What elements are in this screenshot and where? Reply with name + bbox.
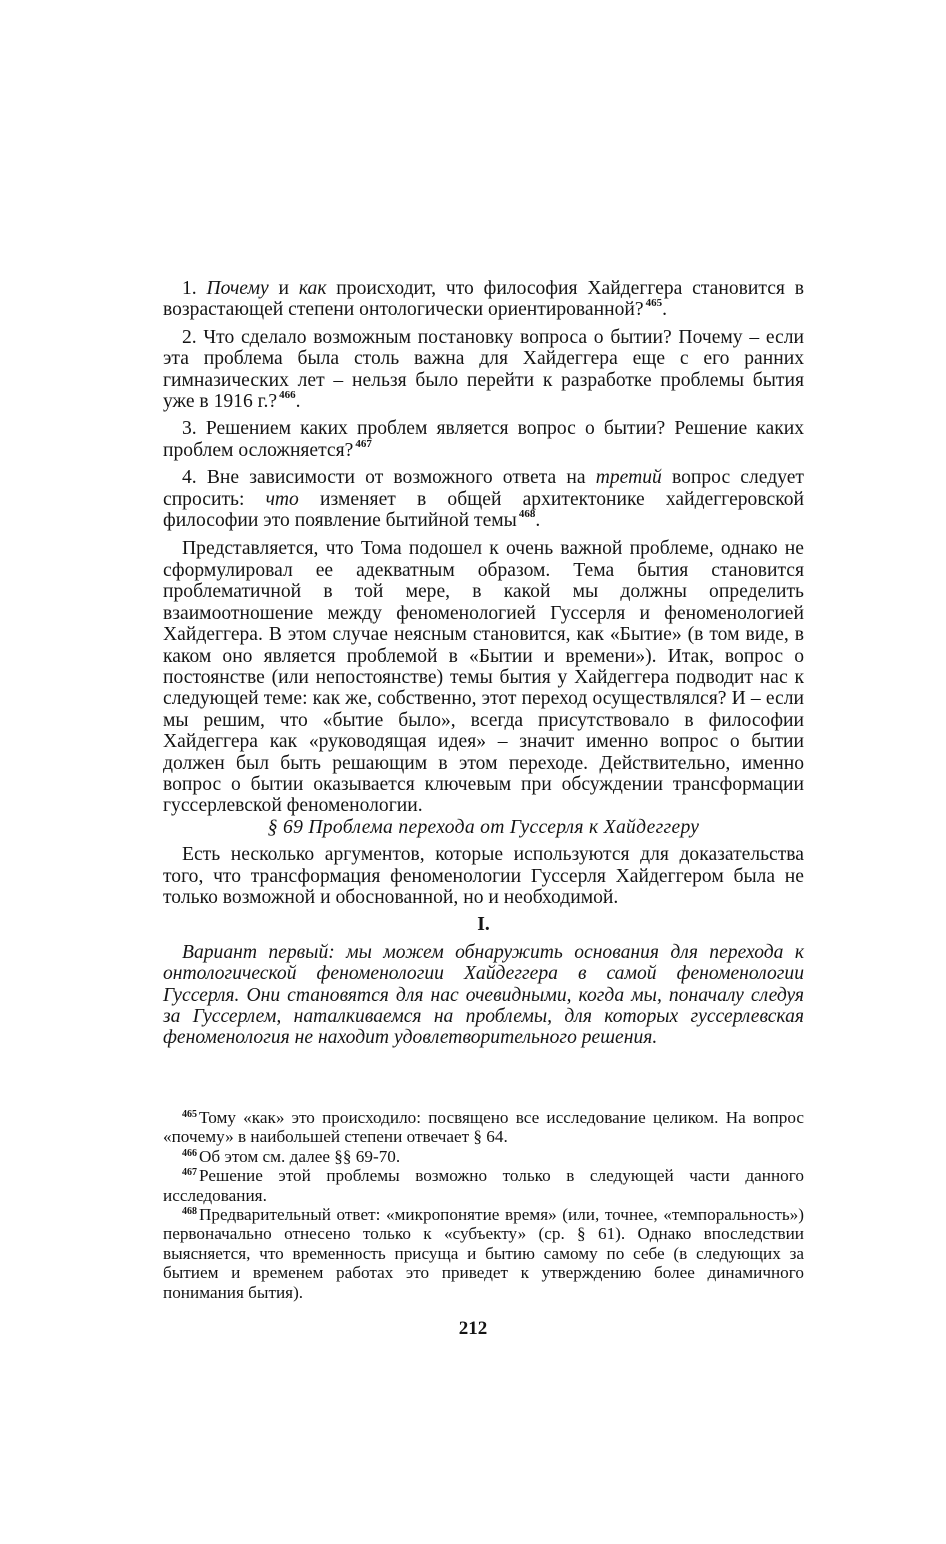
footnote-text: Решение этой проблемы возможно только в следующей части данного исследования. (163, 1166, 804, 1205)
section-paragraph: Есть несколько аргументов, которые используются для доказательства того, что трансформация феноменологии Гуссерля Хайдеггером была не только возможной и обоснованной, но и необходимой. (163, 844, 804, 908)
question-item (163, 278, 804, 321)
question-list (163, 278, 804, 817)
footnote-text: Об этом см. далее §§ 69-70. (199, 1146, 401, 1166)
footnote-text: Тому «как» это происходило: посвящено все исследование целиком. На вопрос «почему» в наибольшей степени отвечает § 64. (163, 1108, 804, 1147)
text-run: вопрос следует спросить: (163, 467, 804, 510)
page-number: 212 (458, 1318, 488, 1339)
text-run: . (535, 510, 541, 532)
text-run: Представляется, что Тома подошел к очень важной проблеме, однако не сформулировал ее адекватным образом. Тема бытия становится проблематичной в той мере, в какой мы должны определить взаимоотношение между феноменологией Гуссерля и феноменологией Хайдеггера. В этом случае неясным становится, как «Бытие» (в том виде, в каком оно является проблемой в «Бытии и времени»). Итак, вопрос о постоянстве (или непостоянстве) темы бытия у Хайдеггера подводит нас к следующей теме: как же, собственно, этот переход осуществлялся? И – если мы решим, что «бытие было», всегда присутствовало в философии Хайдеггера как «руководящая идея» – значит именно вопрос о бытии должен был быть решающим в этом переходе. Действительно, именно вопрос о бытии оказывается ключевым при обсуждении трансформации гуссерлевской феноменологии. (163, 538, 804, 817)
text-run: 3. Решением каких проблем является вопрос о бытии? Решение каких проблем осложняется? (163, 418, 804, 461)
text-run: . (295, 391, 301, 413)
footnote-number: 466 (182, 1147, 197, 1159)
footnote (163, 1147, 804, 1166)
question-item (163, 418, 804, 461)
question-item (163, 327, 804, 413)
footnote-number: 467 (182, 1167, 197, 1179)
emphasis-text: что (265, 488, 299, 510)
main-text (163, 278, 804, 1049)
body-paragraph (163, 538, 804, 816)
text-run: 2. Что сделало возможным постановку вопроса о бытии? Почему – если эта проблема была столь важна для Хайдеггера еще с его ранних гимназических лет – нельзя было перейти к разработке проблемы бытия уже в 1916 г.? (163, 326, 804, 413)
emphasis-text: Почему (206, 278, 269, 299)
italic-paragraph: Вариант первый: мы можем обнаружить основания для перехода к онтологической феноменологии Хайдеггера в самой феноменологии Гуссерля. Они становятся для нас очевидными, когда мы, поначалу следуя за Гуссерлем, наталкиваемся на проблемы, для которых гуссерлевская феноменология не находит удовлетворительного решения. (163, 941, 804, 1049)
footnote (163, 1205, 804, 1302)
footnote-text: Предварительный ответ: «микропонятие время» (или, точнее, «темпоральность») первоначально отнесено только к «субъекту» (ср. § 61). Однако впоследствии выясняется, что временность присуща и бытию самому по себе (в следующих за бытием и временем работах это приведет к утверждению более динамичного понимания бытия). (163, 1205, 804, 1302)
text-run: и (268, 278, 299, 299)
footnote-number: 468 (182, 1206, 197, 1218)
emphasis-text: как (298, 278, 327, 299)
question-item (163, 467, 804, 531)
footnotes (163, 1108, 804, 1302)
text-run: происходит, что философия Хайдеггера становится в возрастающей степени онтологически ориентированной? (163, 278, 804, 321)
section-heading: § 69 Проблема перехода от Гуссерля к Хайдеггеру (267, 816, 700, 838)
text-run: 4. Вне зависимости от возможного ответа на (182, 467, 596, 489)
text-run: . (662, 299, 667, 321)
footnote-marker[interactable]: 465 (645, 297, 663, 310)
text-run: 1. (182, 278, 207, 299)
footnote-marker[interactable]: 466 (279, 389, 296, 402)
emphasis-text: третий (595, 467, 662, 489)
roman-heading: I. (477, 914, 490, 936)
footnote-number: 465 (182, 1109, 197, 1120)
footnote (163, 1108, 804, 1147)
footnote-marker[interactable]: 467 (355, 437, 372, 450)
text-run: изменяет в общей архитектонике хайдеггеровской философии это появление бытийной темы (163, 488, 804, 532)
footnote (163, 1166, 804, 1205)
footnote-marker[interactable]: 468 (518, 508, 536, 521)
